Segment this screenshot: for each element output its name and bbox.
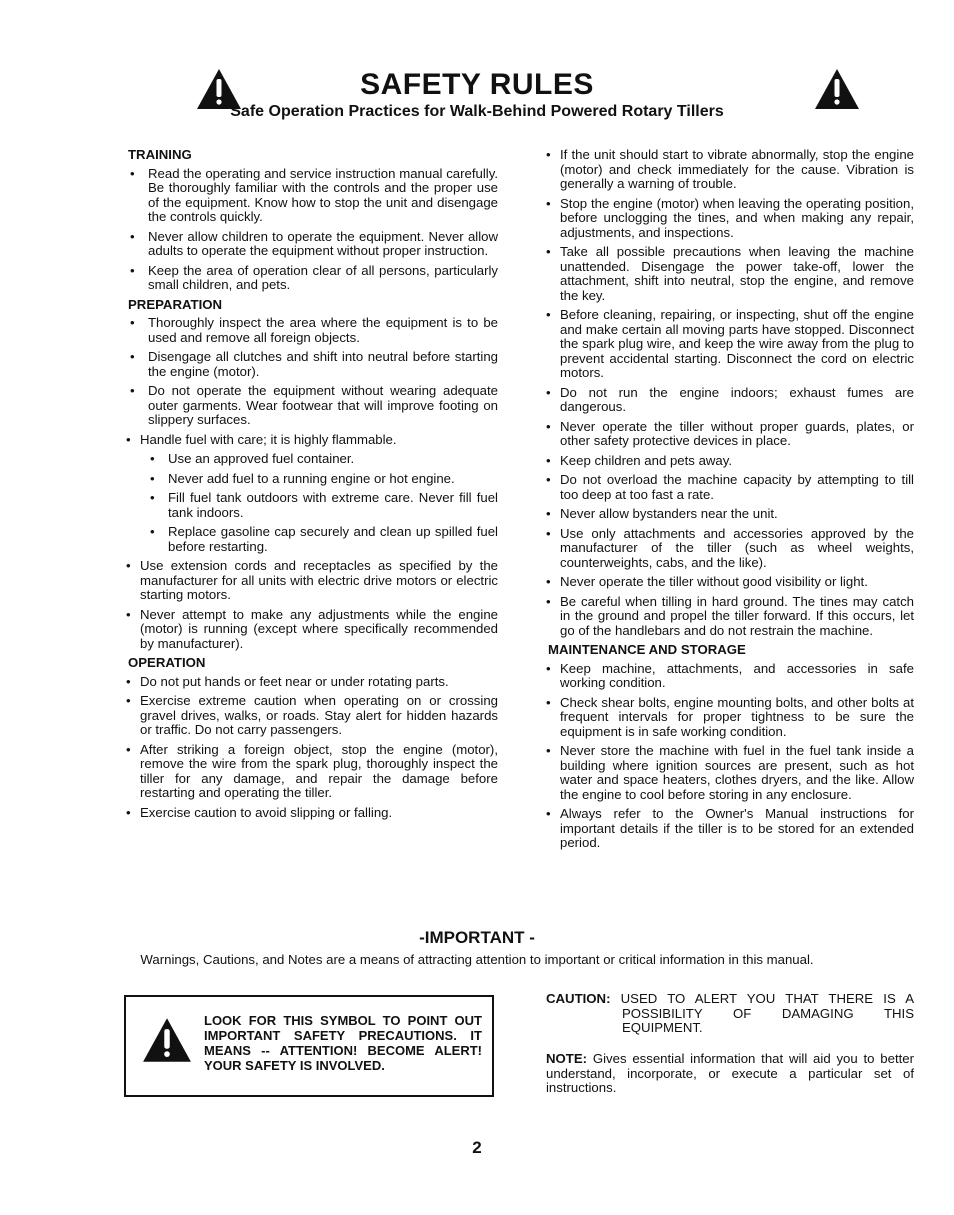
list-item: • If the unit should start to vibrate abnormally, stop the engine (motor) and check immediately for the cause. Vibration is generally a warning of trouble. [546,148,914,192]
list-item: • Keep children and pets away. [546,454,914,469]
operation-list-continued [546,148,914,638]
list-sub-item: • Never add fuel to a running engine or hot engine. [126,472,498,487]
preparation-list [126,316,498,651]
warning-triangle-icon [814,68,860,115]
section-heading-preparation: PREPARATION [128,296,223,312]
list-item: • Keep the area of operation clear of all persons, particularly small children, and pets. [126,264,498,293]
list-item: • Use only attachments and accessories approved by the manufacturer of the tiller (such as wheel weights, counterweights, cabs, and the like). [546,527,914,571]
list-item: • Never allow children to operate the equipment. Never allow adults to operate the equipment without proper instruction. [126,230,498,259]
right-column [546,148,914,856]
list-item: • After striking a foreign object, stop the engine (motor), remove the wire from the spark plug, thoroughly inspect the tiller for any damage, and repair the damage before restarting and operating the tiller. [126,743,498,801]
important-heading: -IMPORTANT - [419,928,535,947]
note-label: NOTE: [546,1051,588,1066]
list-item: • Stop the engine (motor) when leaving the operating position, before unclogging the tines, and when making any repair, adjustments, and inspections. [546,197,914,241]
list-item: • Take all possible precautions when leaving the machine unattended. Disengage the power take-off, lower the attachment, shift into neutral, stop the engine, and remove the key. [546,245,914,303]
list-item: • Always refer to the Owner's Manual instructions for important details if the tiller is to be stored for an extended period. [546,807,914,851]
list-sub-item: • Replace gasoline cap securely and clean up spilled fuel before restarting. [126,525,498,554]
list-item: • Never allow bystanders near the unit. [546,507,914,522]
page-number: 2 [472,1138,482,1157]
section-heading-training: TRAINING [128,147,192,162]
caution-block [546,992,914,1036]
maintenance-list [546,662,914,851]
page-title: SAFETY RULES [360,68,594,101]
section-heading-maintenance: MAINTENANCE AND STORAGE [548,642,746,657]
list-item: • Never store the machine with fuel in the fuel tank inside a building where ignition sources are present, such as hot water and space heaters, clothes dryers, and the like. Allow the engine to cool before storing in any enclosure. [546,744,914,802]
left-column [126,148,498,825]
header [0,62,954,142]
training-list [126,167,498,293]
note-block [546,1052,914,1096]
list-item: • Check shear bolts, engine mounting bolts, and other bolts at frequent intervals for proper tightness to be sure the equipment is in safe working condition. [546,696,914,740]
list-item: • Do not run the engine indoors; exhaust fumes are dangerous. [546,386,914,415]
list-item: • Before cleaning, repairing, or inspecting, shut off the engine and make certain all moving parts have stopped. Disconnect the spark plug wire, and keep the wire away from the plug to prevent accidental starting. Disconnect the cord on electric motors. [546,308,914,381]
list-item: • Read the operating and service instruction manual carefully. Be thoroughly familiar with the controls and the proper use of the equipment. Know how to stop the unit and disengage the controls quickly. [126,167,498,225]
list-item: • Never operate the tiller without proper guards, plates, or other safety protective devices in place. [546,420,914,449]
list-item: • Thoroughly inspect the area where the equipment is to be used and remove all foreign objects. [126,316,498,345]
list-sub-item: • Fill fuel tank outdoors with extreme care. Never fill fuel tank indoors. [126,491,498,520]
list-item: • Never operate the tiller without good visibility or light. [546,575,914,590]
safety-symbol-text: LOOK FOR THIS SYMBOL TO POINT OUT IMPORTANT SAFETY PRECAUTIONS. IT MEANS -- ATTENTION! BECOME ALERT! YOUR SAFETY IS INVOLVED. [204,1013,482,1073]
list-item: • Handle fuel with care; it is highly flammable. [126,433,498,448]
caution-label: CAUTION: [546,991,611,1006]
list-item: • Do not operate the equipment without wearing adequate outer garments. Wear footwear that will improve footing on slippery surfaces. [126,384,498,428]
list-item: • Exercise extreme caution when operating on or crossing gravel drives, walks, or roads. Stay alert for hidden hazards or traffic. Do not carry passengers. [126,694,498,738]
section-heading-operation: OPERATION [128,655,206,670]
list-item: • Be careful when tilling in hard ground. The tines may catch in the ground and propel the tiller forward. If this occurs, let go of the handlebars and do not restrain the machine. [546,595,914,639]
page-subtitle: Safe Operation Practices for Walk-Behind Powered Rotary Tillers [230,103,724,120]
safety-symbol-box [124,995,494,1097]
warning-triangle-icon [142,1017,192,1068]
list-item: • Keep machine, attachments, and accessories in safe working condition. [546,662,914,691]
operation-list [126,675,498,821]
list-item: • Use extension cords and receptacles as specified by the manufacturer for all units with electric drive motors or electric starting motors. [126,559,498,603]
list-sub-item: • Use an approved fuel container. [126,452,498,467]
list-item: • Do not put hands or feet near or under rotating parts. [126,675,498,690]
list-item: • Never attempt to make any adjustments while the engine (motor) is running (except where specifically recommended by manufacturer). [126,608,498,652]
important-text: Warnings, Cautions, and Notes are a means of attracting attention to important or critical information in this manual. [140,952,814,967]
list-item: • Exercise caution to avoid slipping or falling. [126,806,498,821]
list-item: • Disengage all clutches and shift into neutral before starting the engine (motor). [126,350,498,379]
caution-text: USED TO ALERT YOU THAT THERE IS A POSSIBILITY OF DAMAGING THIS EQUIPMENT. [620,991,914,1035]
note-text: Gives essential information that will aid you to better understand, incorporate, or execute a particular set of instructions. [546,1051,914,1095]
list-item: • Do not overload the machine capacity by attempting to till too deep at too fast a rate. [546,473,914,502]
